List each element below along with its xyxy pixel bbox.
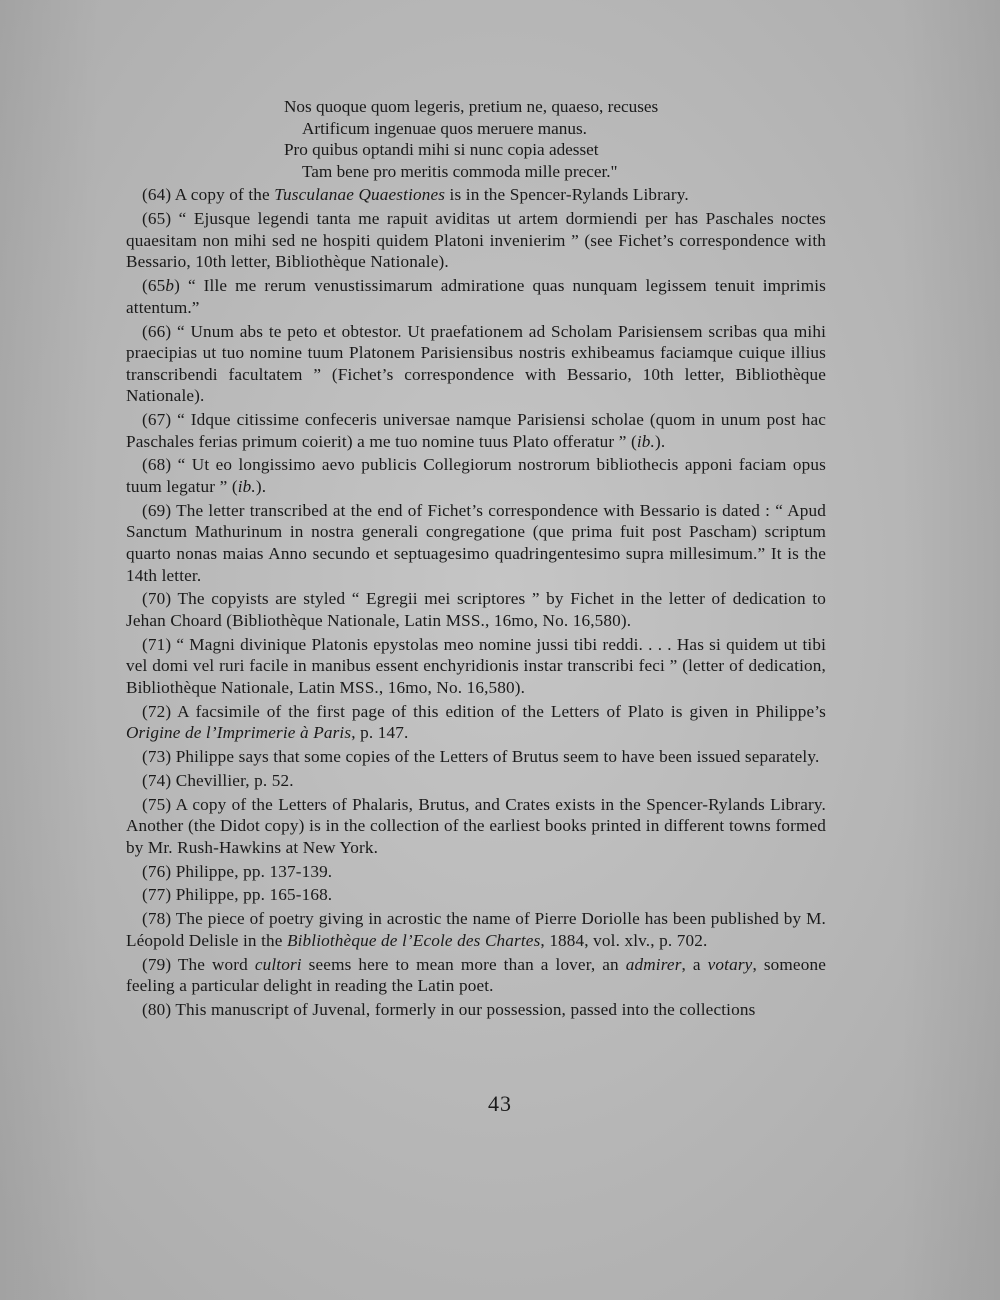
note-80 xyxy=(126,999,826,1021)
note-text: “ Idque citissime confeceris universae namque Parisiensi scholae (quom in unum post hac Paschales ferias primum coierit) a me tuo nomine tuus Plato offeratur ” ( xyxy=(126,410,826,451)
italic-word: votary xyxy=(707,954,753,974)
note-text: “ Ut eo longissimo aevo publicis Collegiorum nostrorum bibliothecis apponi faciam opus tuum legatur ” ( xyxy=(126,455,826,497)
note-69 xyxy=(126,500,826,586)
note-text: “ Unum abs te peto et obtestor. Ut praefationem ad Scholam Parisiensem scribas qua mihi praecipias ut tuo nomine tuum Platonem Parisiensibus nostris exhibeamus faciamque cuique illius transcribendi facultatem ” (Fichet’s correspondence with Bessario, 10th letter, Bibliothèque Nationale). xyxy=(126,321,827,406)
note-text: ). xyxy=(255,477,267,497)
note-75 xyxy=(126,794,826,859)
note-number: (69) xyxy=(142,500,172,520)
note-78 xyxy=(126,908,826,951)
italic-word: cultori xyxy=(254,954,302,974)
journal-title: Bibliothèque de l’Ecole des Chartes xyxy=(286,930,541,950)
note-number: (72) xyxy=(142,701,172,721)
note-text: Philippe, pp. 165-168. xyxy=(175,885,333,905)
note-number: (80) xyxy=(142,999,172,1019)
note-65b xyxy=(126,275,826,318)
note-text: , 1884, vol. xlv., p. 702. xyxy=(540,930,708,950)
note-text: Chevillier, p. 52. xyxy=(175,770,294,790)
note-number: (76) xyxy=(142,861,172,881)
note-text: A copy of the Letters of Phalaris, Brutus, and Crates exists in the Spencer-Rylands Library. Another (the Didot copy) is in the collection of the earliest books printed in different towns formed by Mr. Rush-Hawkins at New York. xyxy=(126,794,826,857)
note-text: “ Ille me rerum venustissimarum admiratione quas nunquam legissem tenuit imprimis attentum.” xyxy=(126,276,826,317)
note-76 xyxy=(126,861,826,883)
note-text: is in the Spencer-Rylands Library. xyxy=(445,185,689,205)
note-number-close: ) xyxy=(174,276,180,296)
note-number: (71) xyxy=(142,634,172,654)
note-text: Philippe, pp. 137-139. xyxy=(175,861,333,881)
book-title: Tusculanae Quaestiones xyxy=(274,185,446,205)
note-text: The copyists are styled “ Egregii mei scriptores ” by Fichet in the letter of dedication to Jehan Choard (Bibliothèque Nationale, Latin MSS., 16mo, No. 16,580). xyxy=(126,589,826,630)
note-text: Philippe says that some copies of the Letters of Brutus seem to have been issued separately. xyxy=(175,747,820,767)
note-text: This manuscript of Juvenal, formerly in our possession, passed into the collections xyxy=(175,999,756,1019)
note-68 xyxy=(126,454,826,497)
note-number: (64) xyxy=(142,185,172,205)
note-text: The letter transcribed at the end of Fichet’s correspondence with Bessario is dated : “ Apud Sanctum Mathurinum in nostra generali congregatione (que prima fuit post Pascham) scriptum quarto nonas maias Anno secundo et septuagesimo quadringentesimo supra millesimum.” It is the 14th letter. xyxy=(126,500,827,585)
ibid: ib. xyxy=(636,431,655,451)
note-72 xyxy=(126,701,826,744)
note-number-letter: b xyxy=(165,276,175,296)
note-64 xyxy=(126,184,826,206)
page-number: 43 xyxy=(488,1091,512,1116)
latin-poem xyxy=(126,96,826,182)
note-number: (65) xyxy=(142,209,172,229)
poem-line-3: Pro quibus optandi mihi si nunc copia adesset xyxy=(284,140,599,160)
note-number: (68) xyxy=(142,455,172,475)
note-text: ). xyxy=(654,431,666,451)
note-79 xyxy=(126,954,826,997)
note-number: (79) xyxy=(142,954,172,974)
note-number: (67) xyxy=(142,410,172,430)
note-text: seems here to mean more than a lover, an xyxy=(301,954,626,974)
notes-page xyxy=(126,96,826,1021)
italic-word: admirer xyxy=(625,954,682,974)
note-text: , a xyxy=(681,954,708,974)
book-title: Origine de l’Imprimerie à Paris xyxy=(126,723,352,743)
poem-line-2: Artificum ingenuae quos meruere manus. xyxy=(302,118,587,138)
note-text: “ Ejusque legendi tanta me rapuit aviditas ut artem dormiendi per has Paschales noctes quaesitam non mihi sed ne hospiti quidem Platoni invenierim ” (see Fichet’s correspondence with Bessario, 10th letter, Bibliothèque Nationale). xyxy=(126,209,826,272)
note-67 xyxy=(126,409,826,452)
note-text: The word xyxy=(177,954,255,974)
note-66 xyxy=(126,321,826,407)
note-77 xyxy=(126,884,826,906)
note-text: , someone feeling a particular delight in reading the Latin poet. xyxy=(126,954,826,996)
note-number: (74) xyxy=(142,770,172,790)
note-71 xyxy=(126,634,826,699)
note-text: The piece of poetry giving in acrostic the name of Pierre Doriolle has been published by M. Léopold Delisle in the xyxy=(126,909,827,950)
note-number xyxy=(142,276,180,295)
note-73 xyxy=(126,746,826,768)
note-number: (75) xyxy=(142,794,172,814)
note-70 xyxy=(126,588,826,631)
note-number-open: (65 xyxy=(142,276,166,296)
ibid: ib. xyxy=(237,477,256,497)
note-number: (66) xyxy=(142,321,172,341)
note-number: (78) xyxy=(142,909,172,929)
note-text: “ Magni divinique Platonis epystolas meo nomine jussi tibi reddi. . . . Has si quidem ut tibi vel domi vel ruri facile in manibus essent enchyridionis instar transcribi feci ” (letter of dedication, Bibliothèque Nationale, Latin MSS., 16mo, No. 16,580). xyxy=(126,634,826,697)
note-number: (77) xyxy=(142,885,172,905)
note-65 xyxy=(126,208,826,273)
poem-line-4: Tam bene pro meritis commoda mille precer." xyxy=(302,161,618,181)
note-74 xyxy=(126,770,826,792)
note-text: A facsimile of the first page of this edition of the Letters of Plato is given in Philippe’s xyxy=(177,701,827,721)
poem-line-1: Nos quoque quom legeris, pretium ne, quaeso, recuses xyxy=(284,97,659,116)
note-number: (73) xyxy=(142,747,172,767)
note-number: (70) xyxy=(142,589,172,609)
note-text: , p. 147. xyxy=(351,723,409,743)
note-text: A copy of the xyxy=(174,185,275,205)
